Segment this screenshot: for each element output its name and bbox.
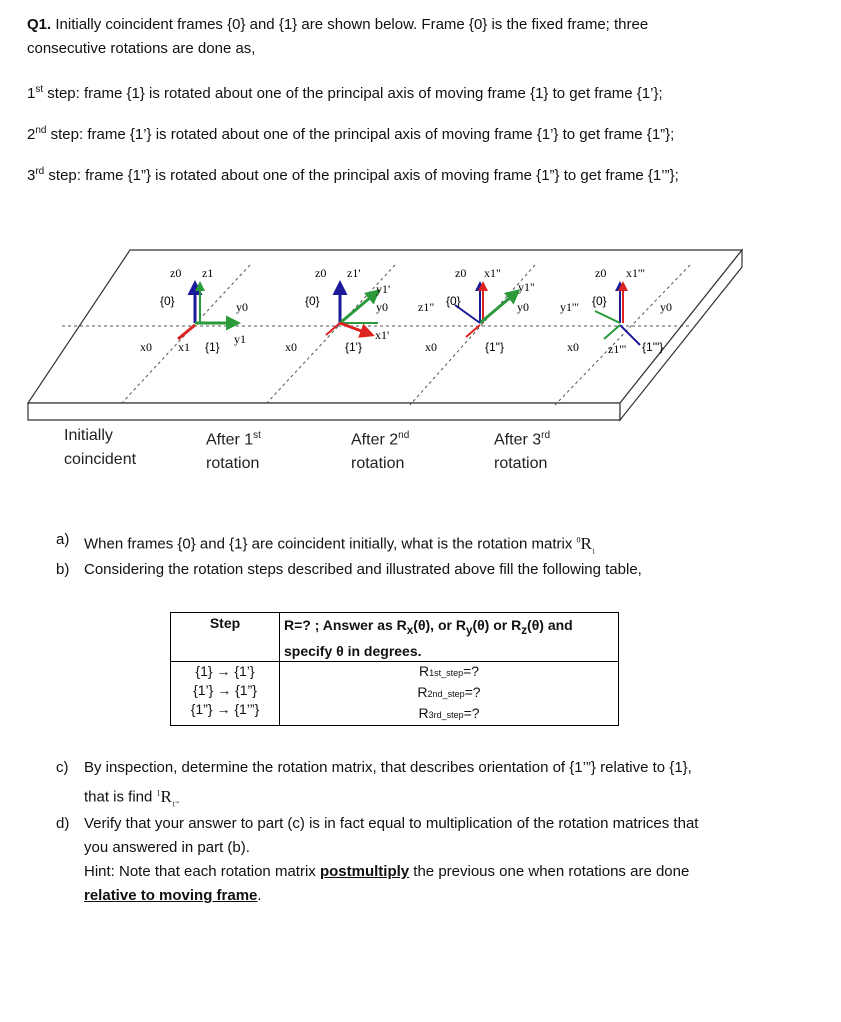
step-cells	[171, 661, 280, 725]
svg-text:x0: x0	[567, 340, 579, 354]
svg-text:z1": z1"	[418, 300, 435, 314]
svg-text:y1": y1"	[518, 280, 535, 294]
svg-text:x0: x0	[285, 340, 297, 354]
svg-text:z1'": z1'"	[608, 342, 627, 356]
svg-text:z0: z0	[455, 266, 467, 280]
caption-initial: Initially coincident	[64, 427, 137, 468]
caption-after-3: After 3rd rotation	[494, 430, 551, 473]
step-3-line: 3rd step: frame {1”} is rotated about one of the principal axis of moving frame {1”} to get frame {1’”};	[27, 166, 679, 184]
svg-text:{1'"}: {1'"}	[642, 340, 664, 354]
svg-text:x1'": x1'"	[626, 266, 646, 280]
intro-line-2: consecutive rotations are done as,	[27, 40, 256, 57]
svg-text:y1'": y1'"	[560, 300, 580, 314]
svg-text:{0}: {0}	[446, 294, 461, 308]
caption-after-2: After 2nd rotation	[351, 430, 410, 473]
svg-text:{0}: {0}	[305, 294, 320, 308]
step-row-2: {1’} → {1”}	[193, 681, 257, 698]
answer-cells: R1st_step=? R2nd_step=? R3rd_step=?	[280, 661, 619, 725]
svg-text:x1': x1'	[375, 328, 390, 342]
svg-text:{1'}: {1'}	[345, 340, 362, 354]
col-step-header: Step	[171, 613, 280, 662]
svg-text:y1: y1	[234, 332, 246, 346]
svg-text:{0}: {0}	[592, 294, 607, 308]
step-row-3: {1”} → {1’”}	[190, 700, 260, 717]
svg-text:z1: z1	[202, 266, 214, 280]
svg-text:{1}: {1}	[205, 340, 220, 354]
col-r-header: R=? ; Answer as $R_x(\theta)$, or $R_y(\theta)$ or $R_z(\theta)$ and specify θ in degrees.	[280, 613, 619, 662]
rotation-table	[170, 612, 619, 726]
svg-text:y0: y0	[236, 300, 248, 314]
svg-text:x1": x1"	[484, 266, 501, 280]
svg-text:y0: y0	[376, 300, 388, 314]
svg-text:{1"}: {1"}	[485, 340, 504, 354]
svg-text:y0: y0	[517, 300, 529, 314]
question-number: Q1.	[27, 16, 52, 33]
svg-text:y1': y1'	[376, 282, 391, 296]
frames-figure	[0, 235, 841, 425]
svg-text:x1: x1	[178, 340, 190, 354]
svg-text:x0: x0	[140, 340, 152, 354]
step-2-line: 2nd step: frame {1’} is rotated about one of the principal axis of moving frame {1’} to get frame {1”};	[27, 125, 675, 143]
svg-text:z1': z1'	[347, 266, 361, 280]
slab-front	[28, 403, 620, 420]
svg-text:{0}: {0}	[160, 294, 175, 308]
step-row-1: {1} → {1’}	[195, 662, 255, 679]
svg-text:z0: z0	[595, 266, 607, 280]
svg-text:z0: z0	[315, 266, 327, 280]
intro-text-1: Initially coincident frames {0} and {1} are shown below. Frame {0} is the fixed frame; three	[55, 16, 649, 33]
svg-text:z0: z0	[170, 266, 182, 280]
caption-after-1: After 1st rotation	[206, 430, 261, 473]
intro-line-1	[27, 13, 648, 37]
svg-text:y0: y0	[660, 300, 672, 314]
step-1-line: 1st step: frame {1} is rotated about one of the principal axis of moving frame {1} to get frame {1’};	[27, 84, 663, 102]
svg-text:x0: x0	[425, 340, 437, 354]
